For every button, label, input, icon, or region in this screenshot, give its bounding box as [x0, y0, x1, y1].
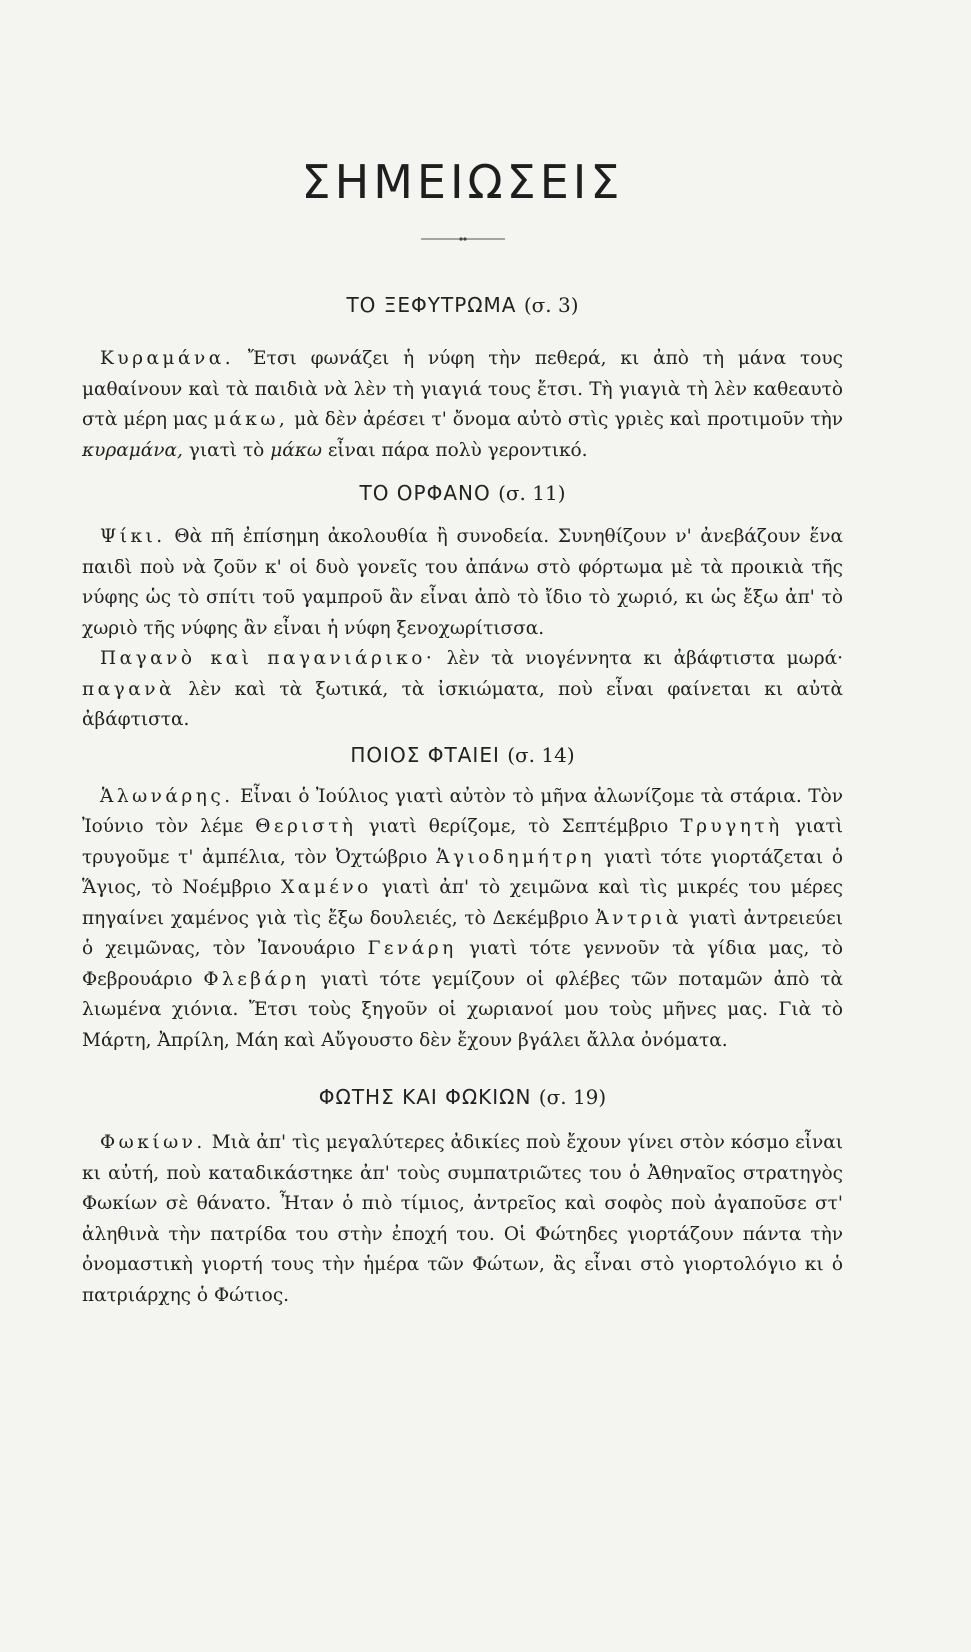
note-paragraph	[82, 522, 843, 644]
note-term: Φλεβάρη	[203, 968, 310, 990]
note-paragraph	[82, 644, 843, 736]
note-text: Θὰ πῆ ἐπίσημη ἀκολουθία ἢ συνοδεία. Συνηθίζουν ν' ἀνεβάζουν ἕνα παιδὶ ποὺ νὰ ζοῦν κ' οἱ δυὸ γονεῖς του ἀπάνω στὸ φόρτωμα μὲ τὰ προικιὰ τῆς νύφης ὡς τὸ σπίτι τοῦ γαμπροῦ ἂν εἶναι ἀπὸ τὸ ἴδιο τὸ χωριό, κι ὡς ἔξω ἀπ' τὸ χωριὸ τῆς νύφης ἂν εἶναι ἡ νύφη ξενοχωρίτισσα.	[82, 526, 843, 639]
note-term: Θεριστὴ	[255, 816, 357, 837]
note-term: μάκω,	[213, 409, 289, 430]
section-page-ref: (σ. 11)	[498, 481, 566, 505]
note-term: Χαμένο	[281, 877, 372, 898]
note-term: Τρυγητὴ	[680, 816, 783, 837]
note-text: γιατὶ τότε γεμίζουν οἱ φλέβες τῶν ποταμῶν ἀπὸ τὰ λιωμένα χιόνια. Ἔτσι τοὺς ξηγοῦν οἱ χωριανοί μου τοὺς μῆνες μας. Γιὰ τὸ Μάρτη, Ἀπρίλη, Μάη καὶ Αὔγουστο δὲν ἔχουν βγάλει ἄλλα ὀνόματα.	[82, 968, 843, 1051]
note-text: γιατὶ ἀπ' τὸ χειμῶνα καὶ τὶς μικρές του μέρες πηγαίνει χαμένος γιὰ τὶς ἔξω δουλειές, τὸ Δεκέμβριο	[82, 877, 843, 929]
note-text: μὰ δὲν ἀρέσει τ' ὄνομα αὐτὸ στὶς γριὲς καὶ προτιμοῦν τὴν	[288, 409, 843, 430]
section-heading	[82, 1084, 843, 1110]
note-text: γιατὶ τότε γεννοῦν τὰ γίδια μας, τὸ Φεβρουάριο	[82, 938, 843, 990]
note-text: γιατὶ ἀντρειεύει ὁ χειμῶνας, τὸν Ἰανουάριο	[82, 907, 843, 959]
note-text: γιατὶ τὸ	[182, 439, 271, 461]
section-heading	[82, 742, 843, 768]
section-page-ref: (σ. 14)	[507, 742, 575, 767]
note-italic: μάκω	[270, 439, 322, 461]
section-heading	[82, 480, 843, 506]
note-term: Ἁλωνάρης.	[100, 785, 234, 807]
note-paragraph	[82, 782, 843, 1057]
page-title: ΣΗΜΕΙΩΣΕΙΣ	[301, 155, 624, 209]
section-page-ref: (σ. 3)	[523, 293, 579, 317]
note-text: λὲν καὶ τὰ ξωτικά, τὰ ἰσκιώματα, ποὺ εἶναι φαίνεται κι αὐτὰ ἀβάφτιστα.	[82, 678, 843, 730]
title-divider-ornament	[421, 234, 505, 244]
note-term: Ἁγιοδημήτρη	[436, 846, 595, 868]
note-text: Εἶναι ὁ Ἰούλιος γιατὶ αὐτὸν τὸ μῆνα ἀλωνίζομε τὰ στάρια. Τὸν Ἰούνιο τὸν λέμε	[82, 785, 843, 837]
note-term: Κυραμάνα.	[100, 348, 235, 369]
note-term: παγανὰ	[82, 678, 175, 700]
note-text: γιατὶ τρυγοῦμε τ' ἀμπέλια, τὸν Ὀχτώβριο	[82, 816, 843, 868]
note-text: εἶναι πάρα πολὺ γεροντικό.	[321, 439, 588, 461]
note-term: Γενάρη	[367, 938, 457, 959]
note-term: Ψίκι.	[100, 526, 166, 547]
section-heading-text: ΦΩΤΗΣ ΚΑΙ ΦΩΚΙΩΝ	[318, 1085, 532, 1109]
note-term: Παγανὸ καὶ παγανιάρικο·	[100, 648, 436, 669]
book-page	[0, 152, 971, 1652]
section-heading	[82, 292, 843, 318]
note-term: Φωκίων.	[100, 1132, 206, 1153]
section-heading-text: ΤΟ ΟΡΦΑΝΟ	[359, 481, 491, 505]
note-paragraph	[82, 344, 843, 466]
note-term: Ἀντριὰ	[595, 907, 682, 929]
note-text: λὲν τὰ νιογέννητα κι ἀβάφτιστα μωρά·	[435, 648, 843, 669]
note-text: Ἔτσι φωνάζει ἡ νύφη τὴν πεθερά, κι ἀπὸ τὴ μάνα τους μαθαίνουν καὶ τὰ παιδιὰ νὰ λὲν τὴ γιαγιά τους ἔτσι. Τὴ γιαγιὰ τὴ λὲν καθεαυτὸ στὰ μέρη μας	[82, 348, 843, 430]
section-heading-text: ΠΟΙΟΣ ΦΤΑΙΕΙ	[350, 742, 500, 767]
section-page-ref: (σ. 19)	[538, 1085, 607, 1109]
note-italic: κυραμάνα,	[82, 439, 183, 461]
note-text: γιατὶ θερίζομε, τὸ Σεπτέμβριο	[356, 816, 681, 837]
section-heading-text: ΤΟ ΞΕΦΥΤΡΩΜΑ	[346, 293, 517, 317]
note-paragraph	[82, 1128, 843, 1311]
note-text: Μιὰ ἀπ' τὶς μεγαλύτερες ἀδικίες ποὺ ἔχουν γίνει στὸν κόσμο εἶναι κι αὐτή, ποὺ καταδικάστηκε ἀπ' τοὺς συμπατριῶτες του ὁ Ἀθηναῖος στρατηγὸς Φωκίων σὲ θάνατο. Ἦταν ὁ πιὸ τίμιος, ἀντρεῖος καὶ σοφὸς ποὺ ἀγαποῦσε στ' ἀληθινὰ τὴν πατρίδα του στὴν ἐποχή του. Οἱ Φώτηδες γιορτάζουν πάντα τὴν ὀνομαστικὴ γιορτή τους τὴν ἡμέρα τῶν Φώτων, ἂς εἶναι στὸ γιορτολόγιο κι ὁ πατριάρχης ὁ Φώτιος.	[82, 1132, 843, 1306]
note-text: γιατὶ τότε γιορτάζεται ὁ Ἅγιος, τὸ Νοέμβριο	[82, 846, 843, 898]
